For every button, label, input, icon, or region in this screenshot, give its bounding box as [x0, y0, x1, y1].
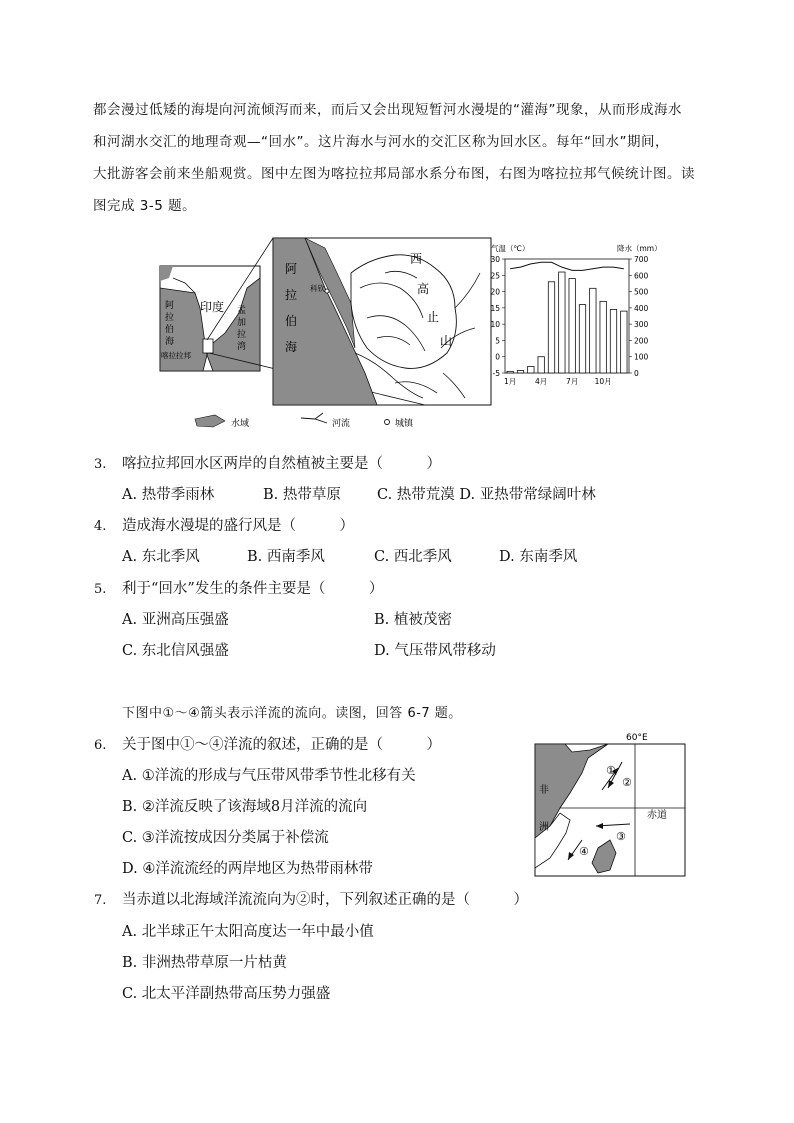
current-3-label: ③ — [616, 830, 626, 843]
kochi-label: 科钦 — [310, 284, 325, 293]
precip-bar-7 — [569, 279, 575, 373]
kerala-label: 喀拉拉邦 — [161, 351, 191, 360]
arabian-sea-small-1: 阿 — [165, 301, 175, 311]
q4-option-d: D. 东南季风 — [499, 549, 578, 565]
arabian-sea-3: 伯 — [285, 314, 298, 328]
intro-line-2: 和河湖水交汇的地理奇观—“回水”。这片海水与河水的交汇区称为回水区。每年“回水”期间， — [93, 134, 669, 150]
q6-option-c: C. ③洋流按成因分类属于补偿流 — [122, 830, 329, 846]
legend-town-swatch — [385, 420, 390, 425]
precip-bar-5 — [548, 282, 554, 373]
temperature-line — [510, 262, 624, 270]
q6-option-b: B. ②洋流反映了该海域8月洋流的流向 — [122, 799, 368, 815]
q4-option-b: B. 西南季风 — [247, 549, 325, 565]
chart-left-tick-label: 10 — [490, 320, 500, 330]
chart-x-tick-label: 7月 — [566, 377, 579, 386]
precip-bar-6 — [559, 272, 565, 373]
current-2-label: ② — [622, 776, 632, 789]
precip-bar-2 — [517, 371, 523, 373]
q3-option-a: A. 热带季雨林 — [122, 487, 215, 503]
q3-option-c-d: C. 热带荒漠 D. 亚热带常绿阔叶林 — [377, 487, 596, 503]
precip-bar-4 — [538, 357, 544, 373]
chart-left-tick-label: 5 — [495, 336, 500, 346]
arabian-sea-small-4: 海 — [165, 337, 175, 347]
chart-right-tick-label: 500 — [634, 287, 649, 297]
legend-water-swatch — [195, 415, 225, 427]
q7-option-b: B. 非洲热带草原一片枯黄 — [122, 955, 287, 971]
legend-town: 城镇 — [395, 419, 414, 429]
chart-right-tick-label: 400 — [634, 303, 649, 313]
chart-left-tick-label: 0 — [495, 352, 500, 362]
kerala-figure — [155, 233, 665, 433]
chart-x-tick-label: 10月 — [594, 377, 612, 386]
kochi-marker — [325, 289, 329, 293]
q6-option-d: D. ④洋流流经的两岸地区为热带雨林带 — [122, 861, 373, 877]
west-ghats-4: 山 — [440, 334, 453, 348]
q5-option-a: A. 亚洲高压强盛 — [122, 612, 229, 628]
q6-option-a: A. ①洋流的形成与气压带风带季节性北移有关 — [122, 768, 416, 784]
kerala-detail-map — [273, 238, 491, 405]
legend-river: 河流 — [332, 419, 351, 429]
q5-option-b: B. 植被茂密 — [374, 612, 452, 628]
bengal-bay-3: 拉 — [237, 330, 247, 340]
chart-left-tick-label: 25 — [490, 271, 500, 281]
chart-x-tick-label: 4月 — [535, 377, 548, 386]
climate-chart — [490, 243, 661, 386]
india-label: 印度 — [200, 300, 225, 314]
precip-bar-1 — [507, 371, 513, 373]
q3-option-b: B. 热带草原 — [263, 487, 341, 503]
bengal-bay-2: 加 — [237, 318, 247, 328]
precip-bar-3 — [528, 366, 534, 373]
question-6: 6. 关于图中①～④洋流的叙述，正确的是（ ） — [94, 737, 441, 753]
chart-x-tick-label: 1月 — [504, 377, 517, 386]
west-ghats-3: 止 — [427, 310, 440, 324]
africa-label-2: 洲 — [539, 822, 549, 833]
precip-bar-8 — [579, 305, 585, 373]
arabian-sea-1: 阿 — [285, 262, 298, 276]
chart-left-tick-label: 20 — [490, 287, 500, 297]
current-1-label: ① — [606, 764, 616, 777]
intro-line-1: 都会漫过低矮的海堤向河流倾泻而来，而后又会出现短暂河水漫堤的“灌海”现象，从而形成海水 — [93, 102, 682, 118]
chart-right-tick-label: 300 — [634, 320, 649, 330]
chart-left-tick-label: 15 — [490, 303, 500, 313]
arabian-sea-4: 海 — [285, 340, 298, 354]
precip-bar-11 — [610, 309, 616, 373]
current-4-label: ④ — [579, 845, 589, 858]
q5-option-c: C. 东北信风强盛 — [122, 643, 229, 659]
precip-bar-9 — [590, 288, 596, 373]
chart-left-tick-label: -5 — [492, 369, 500, 378]
chart-right-tick-label: 100 — [634, 352, 649, 362]
q4-option-a: A. 东北季风 — [122, 549, 200, 565]
q7-option-c: C. 北太平洋副热带高压势力强盛 — [122, 986, 331, 1002]
question-3: 3. 喀拉拉邦回水区两岸的自然植被主要是（ ） — [94, 456, 441, 472]
bengal-bay-1: 孟 — [237, 306, 247, 316]
west-ghats-2: 高 — [417, 282, 430, 296]
ocean-current-map — [530, 728, 690, 880]
chart-right-tick-label: 600 — [634, 271, 649, 281]
arabian-sea-small-3: 伯 — [165, 325, 175, 335]
question-4: 4. 造成海水漫堤的盛行风是（ ） — [94, 518, 354, 534]
africa-label-1: 非 — [539, 785, 549, 796]
legend-river-swatch — [301, 413, 327, 423]
bengal-bay-4: 湾 — [237, 342, 247, 352]
chart-ylabel-right: 降水（mm） — [617, 244, 662, 253]
q4-option-c: C. 西北季风 — [374, 549, 452, 565]
precip-bar-10 — [600, 301, 606, 373]
intro-line-3: 大批游客会前来坐船观赏。图中左图为喀拉拉邦局部水系分布图，右图为喀拉拉邦气候统计图。读 — [93, 166, 695, 182]
question-5: 5. 利于“回水”发生的条件主要是（ ） — [94, 581, 384, 597]
question-7: 7. 当赤道以北海域洋流流向为②时，下列叙述正确的是（ ） — [94, 892, 528, 908]
chart-ylabel-left: 气温（℃） — [491, 244, 530, 253]
chart-right-tick-label: 200 — [634, 336, 649, 346]
arabian-sea-2: 拉 — [285, 288, 298, 302]
arabian-sea-small-2: 拉 — [165, 313, 175, 323]
chart-right-tick-label: 700 — [634, 255, 649, 264]
lon-label: 60°E — [626, 733, 648, 743]
chart-left-tick-label: 30 — [490, 255, 500, 264]
intro-6-7: 下图中①～④箭头表示洋流的流向。读图，回答 6-7 题。 — [122, 706, 462, 721]
chart-right-tick-label: 0 — [634, 369, 639, 378]
intro-line-4: 图完成 3-5 题。 — [93, 198, 197, 214]
equator-label: 赤道 — [647, 810, 667, 821]
west-ghats-1: 西 — [410, 252, 423, 266]
q7-option-a: A. 北半球正午太阳高度达一年中最小值 — [122, 924, 374, 940]
precip-bar-12 — [621, 311, 627, 373]
legend-water: 水域 — [231, 419, 250, 429]
q5-option-d: D. 气压带风带移动 — [374, 643, 496, 659]
legend — [195, 413, 414, 429]
madagascar — [592, 840, 616, 873]
